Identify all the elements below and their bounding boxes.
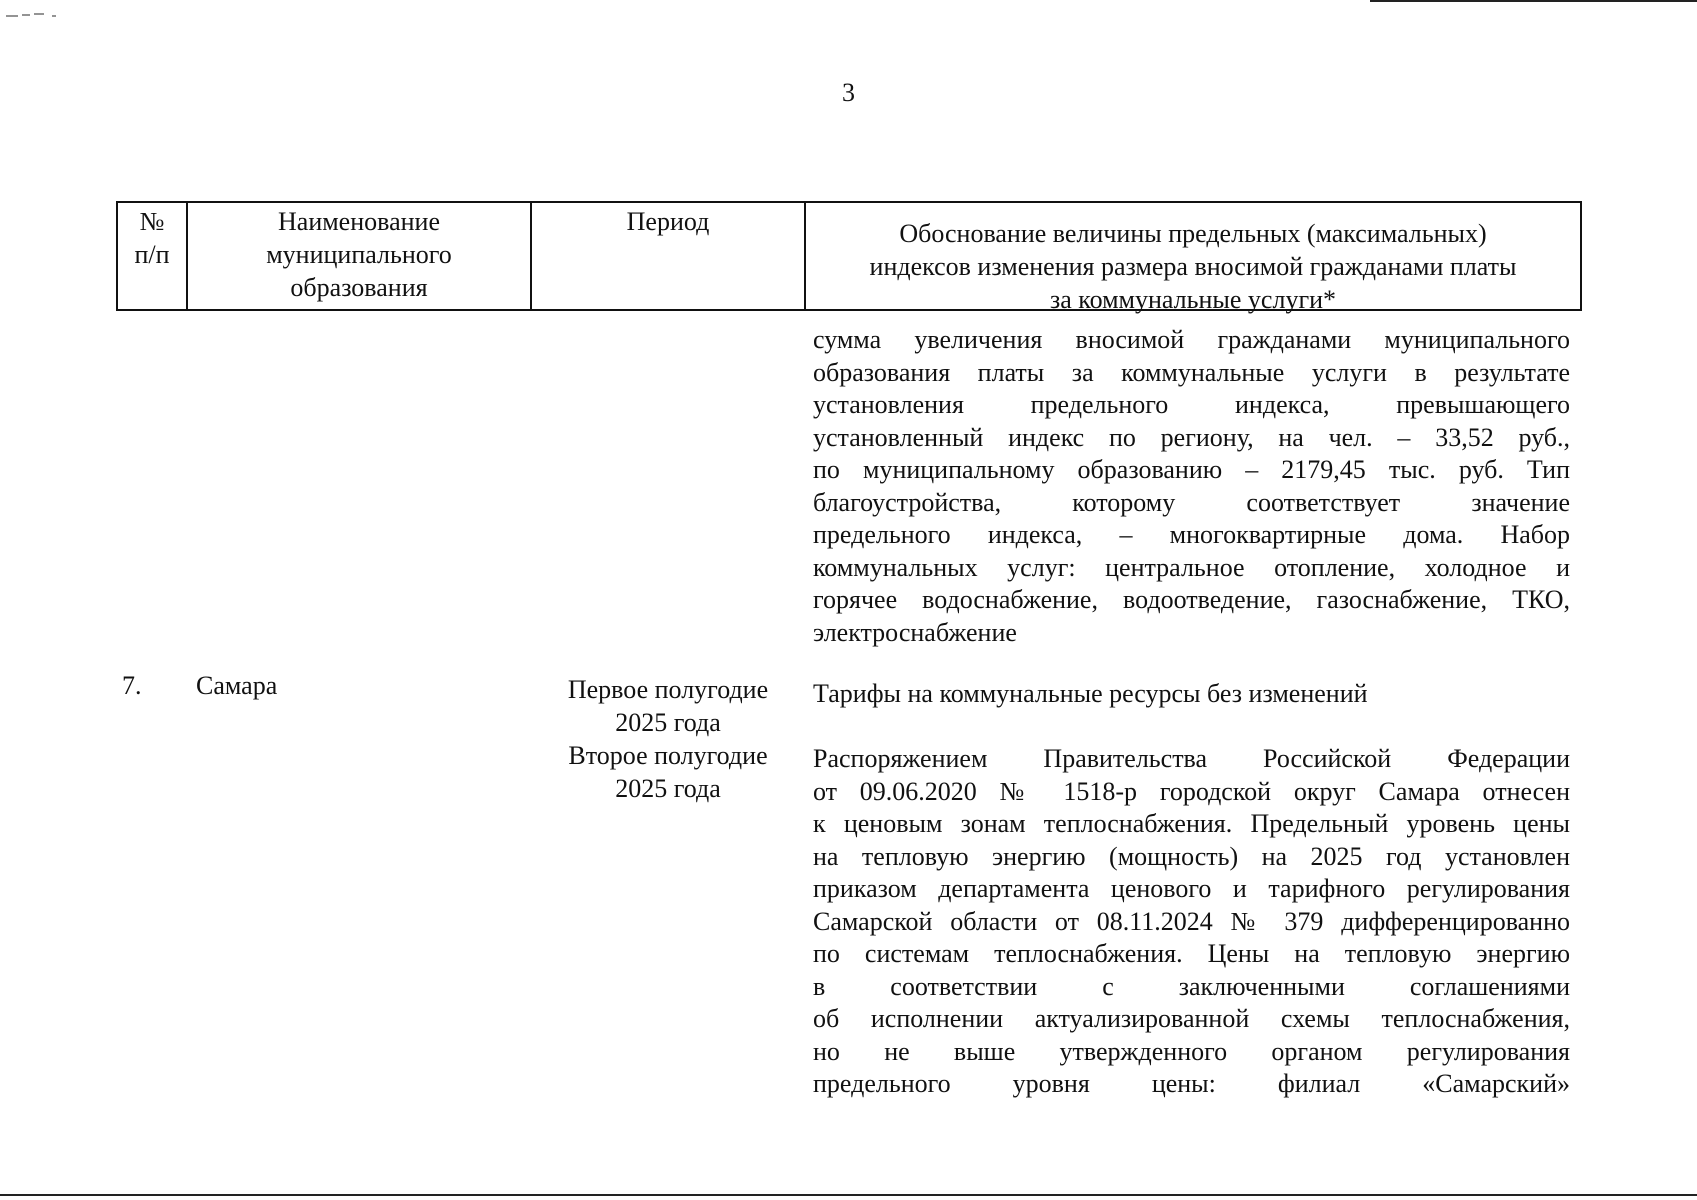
header-number-line: № bbox=[139, 207, 165, 236]
period-first-half bbox=[548, 674, 788, 739]
period-line: Второе полугодие bbox=[568, 741, 768, 770]
text-line: сумма увеличения вносимой гражданами муниципального bbox=[813, 325, 1570, 354]
text-line: по системам теплоснабжения. Цены на тепловую энергию bbox=[813, 939, 1570, 968]
text-line: по муниципальному образованию – 2179,45 тыс. руб. Тип bbox=[813, 455, 1570, 484]
period-second-half bbox=[548, 740, 788, 805]
continuation-text-block bbox=[813, 324, 1570, 649]
basis-second-half bbox=[813, 743, 1570, 1101]
period-line: Первое полугодие bbox=[567, 675, 769, 704]
text-line: к ценовым зонам теплоснабжения. Предельный уровень цены bbox=[813, 809, 1570, 838]
text-line: образования платы за коммунальные услуги в результате bbox=[813, 357, 1570, 387]
period-line: 2025 года bbox=[615, 773, 721, 803]
text-line: горячее водоснабжение, водоотведение, газоснабжение, ТКО, bbox=[813, 585, 1570, 614]
text-line: установленный индекс по региону, на чел. – 33,52 руб., bbox=[813, 422, 1570, 452]
header-number-line: п/п bbox=[134, 240, 170, 269]
header-period-line: Период bbox=[626, 207, 710, 236]
table-header bbox=[116, 201, 1582, 314]
header-basis-line: индексов изменения размера вносимой гражданами платы bbox=[869, 252, 1517, 281]
text-line: предельного индекса, – многоквартирные дома. Набор bbox=[813, 520, 1570, 549]
text-line: приказом департамента ценового и тарифного регулирования bbox=[813, 874, 1570, 903]
header-cell-municipality bbox=[188, 203, 532, 309]
text-line: об исполнении актуализированной схемы теплоснабжения, bbox=[813, 1004, 1570, 1033]
header-cell-number bbox=[118, 203, 188, 309]
text-line: Самарской области от 08.11.2024 № 379 дифференцированно bbox=[813, 906, 1570, 936]
text-line: в соответствии с заключенными соглашениями bbox=[813, 971, 1570, 1001]
text-line: на тепловую энергию (мощность) на 2025 год установлен bbox=[813, 841, 1570, 871]
text-line: электроснабжение bbox=[813, 617, 1017, 647]
text-line: от 09.06.2020 № 1518-р городской округ Самара отнесен bbox=[813, 776, 1570, 806]
header-municipality-line: Наименование bbox=[278, 207, 440, 236]
page-number: 3 bbox=[842, 78, 855, 107]
scan-artifact-mark bbox=[4, 10, 64, 20]
text-line: Распоряжением Правительства Российской Федерации bbox=[813, 744, 1570, 773]
scan-edge-line-bottom bbox=[0, 1194, 1697, 1196]
text-line: установления предельного индекса, превышающего bbox=[813, 390, 1570, 419]
text-line: предельного уровня цены: филиал «Самарский» bbox=[813, 1069, 1570, 1098]
header-basis-line: Обоснование величины предельных (максимальных) bbox=[899, 219, 1487, 248]
period-line: 2025 года bbox=[615, 707, 721, 737]
basis-first-half: Тарифы на коммунальные ресурсы без изменений bbox=[813, 679, 1368, 708]
text-line: но не выше утвержденного органом регулирования bbox=[813, 1036, 1570, 1066]
header-municipality-line: муниципального bbox=[266, 240, 452, 269]
text-line: коммунальных услуг: центральное отопление, холодное и bbox=[813, 552, 1570, 582]
text-line: благоустройства, которому соответствует значение bbox=[813, 487, 1570, 517]
header-municipality-line: образования bbox=[290, 273, 428, 302]
row-number: 7. bbox=[122, 671, 142, 700]
header-cell-basis bbox=[806, 203, 1580, 314]
header-basis-line: за коммунальные услуги* bbox=[1049, 285, 1337, 314]
municipality-name: Самара bbox=[196, 671, 278, 700]
header-cell-period bbox=[532, 203, 806, 309]
scan-edge-line-top bbox=[1370, 0, 1697, 2]
